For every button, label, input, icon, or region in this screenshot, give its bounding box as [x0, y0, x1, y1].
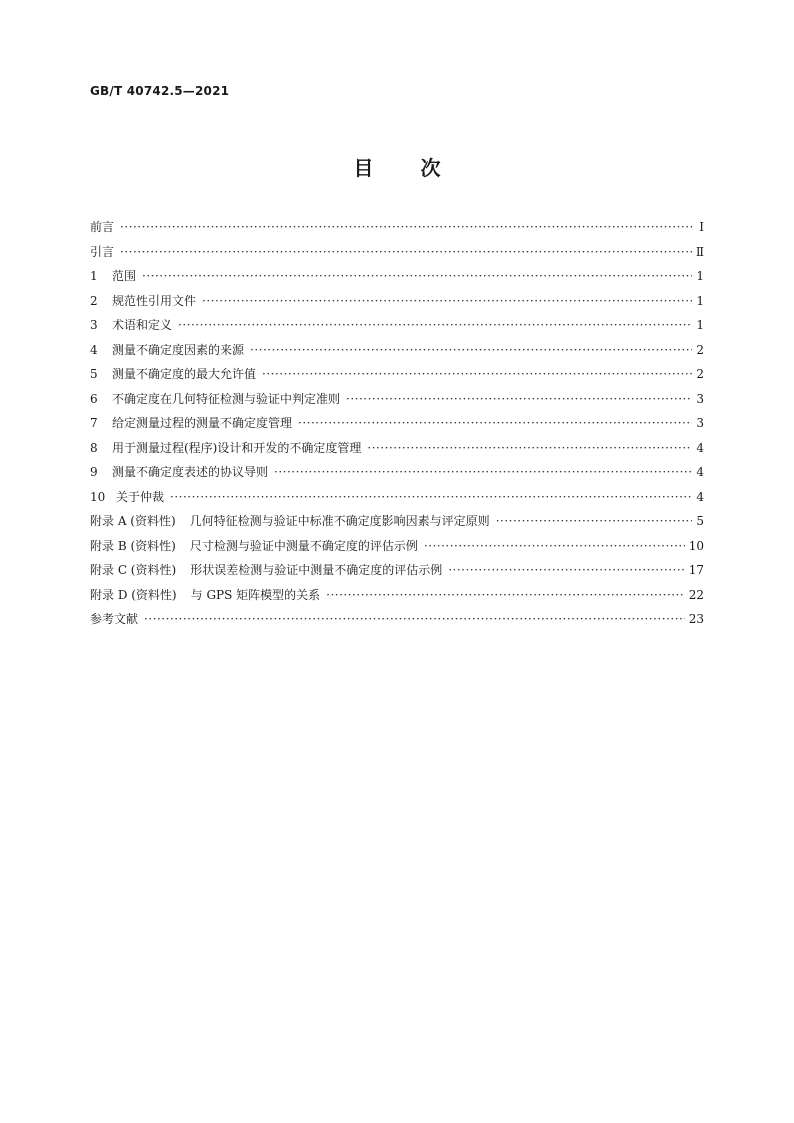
toc-page-number: 4	[696, 489, 704, 504]
toc-page-number: 5	[696, 514, 704, 528]
toc-entry-4[interactable]	[90, 341, 704, 366]
toc-page-number: 4	[696, 440, 704, 455]
title-part-2: 次	[420, 156, 441, 180]
toc-entry-title: 前言	[90, 220, 115, 234]
leader-dots	[274, 465, 692, 479]
leader-dots	[120, 245, 692, 259]
toc-entry-title: 测量不确定度的最大允许值	[112, 367, 257, 381]
toc-entry-title: 给定测量过程的测量不确定度管理	[112, 416, 293, 430]
toc-page-number: 1	[696, 293, 704, 308]
leader-dots	[496, 514, 692, 528]
standard-number: GB/T 40742.5—2021	[90, 84, 230, 98]
toc-entry-number: 2	[90, 293, 98, 308]
toc-entry-8[interactable]	[90, 439, 704, 464]
toc-entry-title: 测量不确定度表述的协议导则	[112, 465, 269, 479]
toc-entry-appendix-c[interactable]	[90, 561, 704, 586]
toc-entry-number: 1	[90, 269, 98, 283]
appendix-label: 附录 A (资料性)	[90, 514, 176, 528]
leader-dots	[170, 490, 692, 504]
toc-entry-title: 形状误差检测与验证中测量不确定度的评估示例	[190, 563, 443, 577]
leader-dots	[346, 392, 692, 406]
toc-entry-number: 4	[90, 342, 98, 357]
toc-page-number: Ⅱ	[695, 244, 704, 259]
toc-entry-title: 关于仲裁	[116, 489, 165, 504]
table-of-contents	[90, 218, 704, 635]
toc-entry-number: 8	[90, 440, 98, 455]
toc-page-number: 2	[696, 342, 704, 357]
leader-dots	[144, 612, 685, 626]
toc-entry-number: 9	[90, 465, 98, 479]
toc-entry-title: 用于测量过程(程序)设计和开发的不确定度管理	[112, 440, 362, 455]
toc-page-number: 22	[688, 587, 704, 602]
leader-dots	[120, 220, 692, 234]
toc-entry-number: 3	[90, 318, 98, 332]
leader-dots	[326, 588, 685, 602]
leader-dots	[424, 539, 685, 553]
toc-entry-appendix-d[interactable]	[90, 586, 704, 611]
toc-page-number: 2	[696, 367, 704, 381]
toc-entry-title: 尺寸检测与验证中测量不确定度的评估示例	[189, 538, 418, 553]
toc-page-number: 23	[688, 612, 704, 626]
toc-entry-number: 10	[90, 489, 106, 504]
leader-dots	[262, 367, 692, 381]
toc-page-number: 3	[696, 391, 704, 406]
toc-entry-1[interactable]	[90, 267, 704, 292]
leader-dots	[202, 294, 692, 308]
toc-entry-9[interactable]	[90, 463, 704, 488]
toc-entry-2[interactable]	[90, 292, 704, 317]
toc-entry-number: 5	[90, 367, 98, 381]
toc-entry-title: 术语和定义	[112, 318, 173, 332]
toc-entry-3[interactable]	[90, 316, 704, 341]
appendix-label: 附录 C (资料性)	[90, 563, 177, 577]
toc-entry-5[interactable]	[90, 365, 704, 390]
toc-page-number: 10	[688, 538, 704, 553]
toc-entry-bibliography[interactable]	[90, 610, 704, 635]
appendix-label: 附录 D (资料性)	[90, 587, 177, 602]
toc-entry-title: 参考文献	[90, 612, 139, 626]
toc-page-number: Ⅰ	[699, 220, 704, 234]
toc-entry-title: 范围	[112, 269, 137, 283]
leader-dots	[250, 343, 692, 357]
toc-entry-appendix-a[interactable]	[90, 512, 704, 537]
toc-page-number: 1	[696, 269, 704, 283]
toc-entry-number: 7	[90, 416, 98, 430]
toc-entry-10[interactable]	[90, 488, 704, 513]
toc-entry-introduction[interactable]	[90, 243, 704, 268]
toc-page-number: 3	[696, 416, 704, 430]
toc-entry-number: 6	[90, 391, 98, 406]
toc-entry-title: 与 GPS 矩阵模型的关系	[190, 587, 321, 602]
toc-entry-title: 测量不确定度因素的来源	[112, 342, 245, 357]
toc-page-number: 1	[696, 318, 704, 332]
leader-dots	[448, 563, 685, 577]
toc-entry-appendix-b[interactable]	[90, 537, 704, 562]
leader-dots	[367, 441, 692, 455]
leader-dots	[298, 416, 692, 430]
toc-page-number: 17	[688, 563, 704, 577]
toc-entry-6[interactable]	[90, 390, 704, 415]
toc-entry-title: 几何特征检测与验证中标准不确定度影响因素与评定原则	[189, 514, 490, 528]
appendix-label: 附录 B (资料性)	[90, 538, 176, 553]
toc-entry-title: 规范性引用文件	[112, 293, 197, 308]
toc-entry-title: 引言	[90, 244, 115, 259]
page-title	[0, 152, 794, 181]
toc-entry-foreword[interactable]	[90, 218, 704, 243]
toc-entry-title: 不确定度在几何特征检测与验证中判定准则	[112, 391, 341, 406]
toc-page-number: 4	[696, 465, 704, 479]
leader-dots	[178, 318, 692, 332]
toc-entry-7[interactable]	[90, 414, 704, 439]
title-part-1: 目	[353, 156, 374, 180]
leader-dots	[142, 269, 692, 283]
